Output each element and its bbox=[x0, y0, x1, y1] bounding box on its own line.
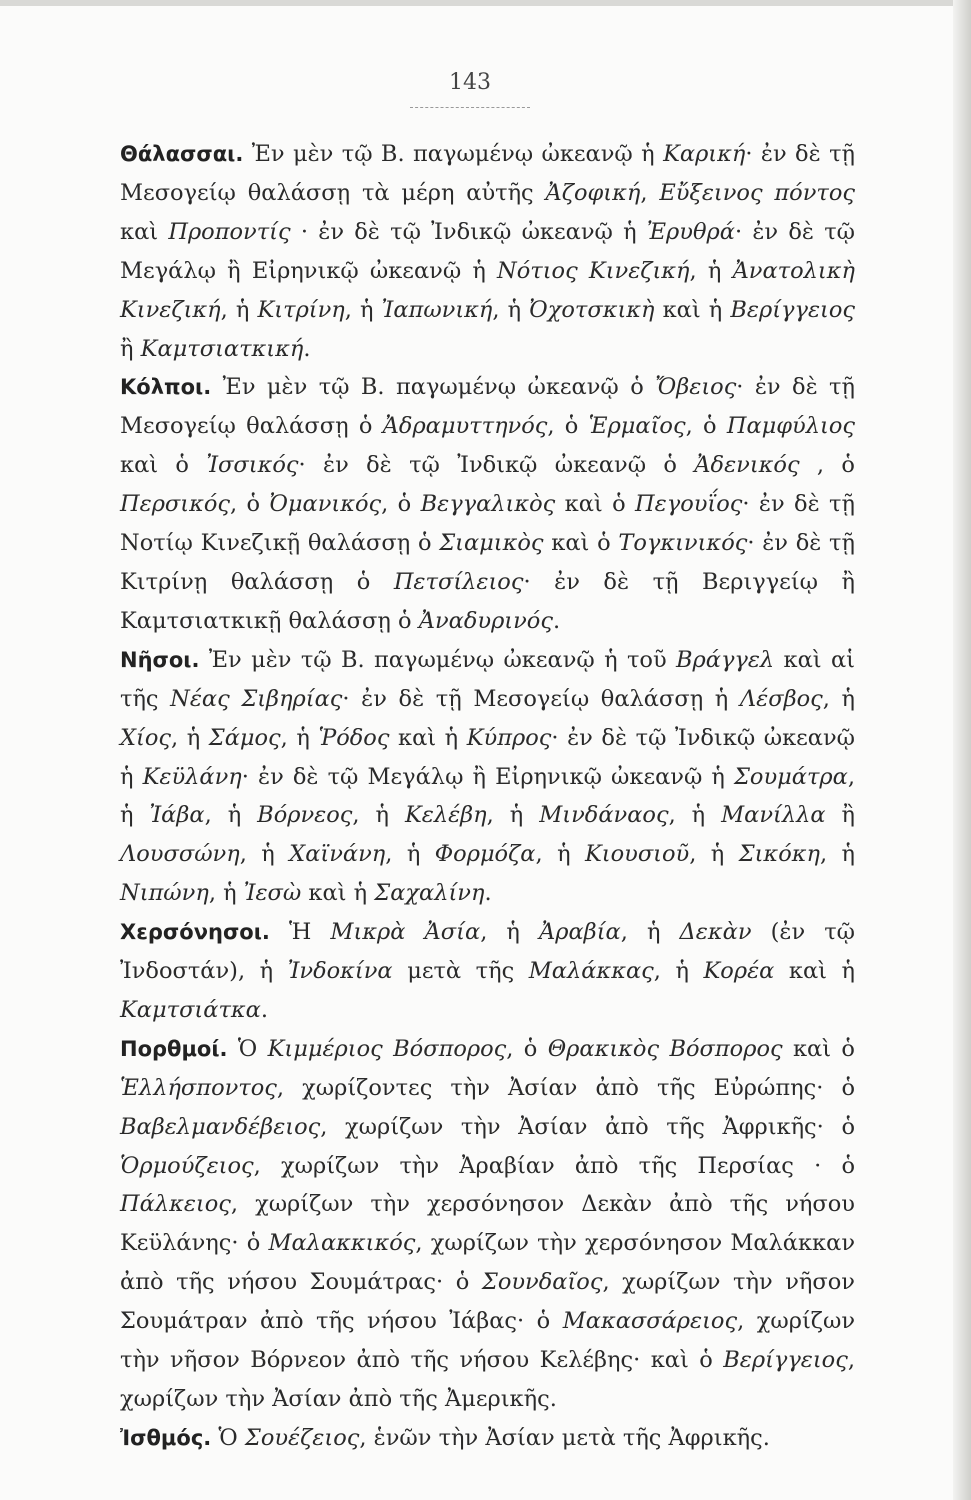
place-name: Χίος bbox=[120, 724, 171, 751]
body-run: , ἡ bbox=[208, 880, 244, 907]
body-run: καὶ ἡ bbox=[389, 724, 467, 751]
body-run: . bbox=[484, 880, 492, 907]
body-run: καὶ ὁ bbox=[120, 452, 207, 479]
paragraph-kolpoi bbox=[120, 368, 855, 640]
body-run: , χωρίζοντες τὴν Ἀσίαν ἀπὸ τῆς Εὐρώπης· ὁ bbox=[276, 1074, 855, 1101]
body-run: καὶ αἱ τῆς bbox=[120, 646, 856, 712]
place-name: Σαχαλίνη bbox=[374, 880, 485, 907]
place-name: Λέσβος bbox=[739, 685, 823, 712]
place-name: Κύπρος bbox=[466, 724, 552, 751]
body-run: , ἡ bbox=[280, 724, 319, 751]
body-run: , ἡ bbox=[204, 802, 258, 829]
body-run: , ὁ bbox=[506, 1035, 548, 1062]
body-run: καὶ ὁ bbox=[555, 491, 636, 518]
body-run: · ἐν δὲ τῇ Μεσογείῳ θαλάσσῃ ὁ bbox=[120, 374, 855, 440]
body-run: · ἐν δὲ τῷ Ἰνδικῷ ὠκεανῷ ἡ bbox=[120, 724, 856, 790]
body-run: , ὁ bbox=[381, 491, 421, 518]
body-run: , ἑνῶν τὴν Ἀσίαν μετὰ τῆς Ἀφρικῆς. bbox=[359, 1424, 770, 1451]
body-run: · ἐν δὲ τῇ Νοτίῳ Κινεζικῇ θαλάσσῃ ὁ bbox=[120, 491, 855, 557]
place-name: Ὁρμούζειος bbox=[120, 1152, 254, 1179]
place-name: Μακασσάρειος bbox=[562, 1308, 738, 1335]
place-name: Καρική bbox=[663, 141, 746, 167]
body-run: , ἡ bbox=[653, 958, 704, 985]
place-name: Βόρνεος bbox=[257, 802, 353, 829]
place-name: Ἰεσὼ bbox=[243, 880, 302, 907]
body-run: , ὁ bbox=[799, 452, 855, 479]
section-heading: Χερσόνησοι. bbox=[120, 920, 270, 945]
body-run: . bbox=[260, 996, 269, 1023]
body-run: Ἐν μὲν τῷ Β. παγωμένῳ ὠκεανῷ ὁ bbox=[222, 374, 656, 401]
place-name: Μαλάκκας bbox=[528, 958, 654, 985]
place-name: Νότιος Κινεζική bbox=[497, 257, 690, 284]
body-run: · ἐν δὲ τῷ Μεγάλῳ ἢ Εἰρηνικῷ ὠκεανῷ ἡ bbox=[120, 218, 855, 284]
paragraph-nesoi bbox=[120, 641, 855, 913]
place-name: Κελέβη bbox=[404, 802, 487, 829]
body-run: · ἐν δὲ τῇ Μεσογείῳ θαλάσσῃ τὰ μέρη αὐτῆς bbox=[120, 141, 856, 206]
body-run: , χωρίζων τὴν χερσόνησον Μαλάκκαν ἀπὸ τῆς νήσου Σουμάτρας· ὁ bbox=[120, 1230, 855, 1296]
place-name: Κιουσιοῦ bbox=[584, 841, 690, 868]
body-text bbox=[120, 135, 855, 1458]
place-name: Ἀνατολικὴ Κινεζική bbox=[120, 257, 855, 323]
body-run: , ἡ bbox=[486, 802, 540, 829]
body-run: , ὁ bbox=[547, 413, 589, 440]
place-name: Εὔξεινος πόντος bbox=[659, 179, 855, 206]
body-run: , ἡ bbox=[689, 841, 739, 868]
body-run: καὶ ὁ bbox=[782, 1035, 855, 1062]
place-name: Λουσσώνη bbox=[120, 841, 240, 868]
body-run: , ἡ bbox=[620, 919, 680, 946]
place-name: Ἐρυθρά bbox=[646, 218, 735, 245]
page-number: 143 bbox=[449, 70, 491, 95]
body-run: , ὁ bbox=[230, 491, 270, 518]
place-name: Ἑλλήσποντος bbox=[120, 1074, 277, 1101]
place-name: Κορέα bbox=[703, 958, 775, 985]
paragraph-porthmoi bbox=[120, 1030, 855, 1419]
place-name: Σιαμικὸς bbox=[439, 530, 544, 557]
body-run: , ἡ bbox=[535, 841, 585, 868]
place-name: Ἑρμαῖος bbox=[588, 413, 686, 440]
place-name: Ἀναδυρινός bbox=[418, 607, 553, 634]
body-run: , bbox=[640, 179, 660, 206]
body-run: , ἡ bbox=[822, 685, 855, 712]
place-name: Μικρὰ Ἀσία bbox=[330, 919, 481, 946]
place-name: Νιπώνη bbox=[120, 880, 209, 907]
place-name: Ἀδραμυττηνός bbox=[382, 413, 548, 440]
place-name: Σάμος bbox=[208, 724, 281, 751]
place-name: Σικόκη bbox=[738, 841, 820, 868]
place-name: Ἰάβα bbox=[149, 802, 205, 829]
body-run: , ἡ bbox=[689, 257, 733, 284]
place-name: Ῥόδος bbox=[318, 724, 390, 751]
body-run: Ὁ bbox=[237, 1035, 268, 1062]
place-name: Τογκινικός bbox=[618, 530, 748, 557]
body-run: , χωρίζων τὴν Ἀσίαν ἀπὸ τῆς Ἀμερικῆς. bbox=[120, 1347, 855, 1412]
place-name: Ἀδενικός bbox=[694, 452, 800, 479]
body-run: καὶ ἡ bbox=[301, 880, 375, 907]
header-ornament bbox=[410, 101, 530, 108]
place-name: Σουμάτρα bbox=[734, 763, 848, 790]
paragraph-thalassai bbox=[120, 135, 855, 368]
page-edge-top bbox=[0, 0, 971, 6]
body-run: , ἡ bbox=[120, 763, 855, 829]
place-name: Μινδάναος bbox=[539, 802, 669, 829]
body-run: · ἐν δὲ τῷ Μεγάλῳ ἢ Εἰρηνικῷ ὠκεανῷ ἡ bbox=[241, 763, 735, 790]
body-run: (ἐν τῷ Ἰνδοστάν), ἡ bbox=[120, 919, 856, 985]
place-name: Παμφύλιος bbox=[726, 413, 855, 440]
place-name: Καμτσιατκική bbox=[140, 335, 304, 362]
place-name: Μαλακκικός bbox=[268, 1230, 416, 1257]
place-name: Βεγγαλικὸς bbox=[420, 491, 556, 518]
place-name: Δεκὰν bbox=[679, 919, 752, 946]
body-run: , χωρίζων τὴν χερσόνησον Δεκὰν ἀπὸ τῆς νήσου Κεϋλάνης· ὁ bbox=[120, 1191, 855, 1257]
place-name: Ὀχοτσκικὴ bbox=[529, 296, 655, 323]
place-name: Νέας Σιβηρίας bbox=[170, 685, 343, 712]
body-run: , ἡ bbox=[492, 296, 530, 323]
place-name: Προποντίς bbox=[168, 218, 291, 245]
body-run: · ἐν δὲ τῇ Κιτρίνῃ θαλάσσῃ ὁ bbox=[120, 530, 855, 595]
place-name: Πετσίλειος bbox=[393, 568, 524, 595]
section-heading: Θάλασσαι. bbox=[120, 142, 244, 166]
body-run: Ἡ bbox=[289, 919, 331, 946]
place-name: Κιμμέριος Βόσπορος bbox=[267, 1035, 507, 1062]
body-run: , ἡ bbox=[352, 802, 405, 829]
place-name: Ὄβειος bbox=[655, 374, 737, 401]
place-name: Βερίγγειος bbox=[730, 296, 855, 323]
body-run: · ἐν δὲ τῷ Ἰνδικῷ ὠκεανῷ ὁ bbox=[298, 452, 695, 479]
body-run: Ἐν μὲν τῷ Β. παγωμένῳ ὠκεανῷ ἡ τοῦ bbox=[208, 646, 676, 673]
place-name: Περσικός bbox=[120, 491, 231, 518]
body-run: · ἐν δὲ τῷ Ἰνδικῷ ὠκεανῷ ἡ bbox=[290, 218, 647, 245]
place-name: Ἀραβία bbox=[539, 919, 621, 946]
body-run: · ἐν δὲ τῇ Βεριγγείῳ ἢ Καμτσιατκικῇ θαλάσσῃ ὁ bbox=[120, 568, 855, 634]
body-run: , ἡ bbox=[385, 841, 435, 868]
body-run: . bbox=[303, 335, 311, 362]
place-name: Πάλκειος bbox=[120, 1191, 231, 1218]
body-run: , χωρίζων τὴν Ἀραβίαν ἀπὸ τῆς Περσίας · ὁ bbox=[253, 1152, 855, 1179]
body-run: , ἡ bbox=[239, 841, 290, 868]
body-run: καὶ ὁ bbox=[543, 530, 619, 557]
place-name: Καμτσιάτκα bbox=[120, 996, 261, 1023]
body-run: καὶ ἡ bbox=[774, 958, 856, 985]
place-name: Ἰσσικός bbox=[206, 452, 299, 479]
place-name: Φορμόζα bbox=[434, 841, 536, 868]
body-run: , χωρίζων τὴν νῆσον Σουμάτραν ἀπὸ τῆς νήσου Ἰάβας· ὁ bbox=[120, 1269, 855, 1335]
body-run: , ὁ bbox=[685, 413, 727, 440]
body-run: Ὁ bbox=[218, 1424, 245, 1451]
place-name: Θρακικὸς Βόσπορος bbox=[547, 1035, 783, 1062]
place-name: Ὀμανικός bbox=[269, 491, 382, 518]
page-edge-right bbox=[953, 0, 971, 1500]
body-run: καὶ bbox=[120, 218, 169, 245]
section-heading: Πορθμοί. bbox=[120, 1036, 228, 1061]
paragraph-isthmos bbox=[120, 1419, 855, 1458]
body-run: , ἡ bbox=[220, 296, 258, 323]
place-name: Βερίγγειος bbox=[723, 1347, 848, 1374]
section-heading: Νῆσοι. bbox=[120, 647, 200, 672]
body-run: , χωρίζων τὴν νῆσον Βόρνεον ἀπὸ τῆς νήσου Κελέβης· καὶ ὁ bbox=[120, 1308, 855, 1374]
body-run: , ἡ bbox=[344, 296, 382, 323]
place-name: Σουέζειος bbox=[244, 1424, 360, 1451]
place-name: Βράγγελ bbox=[676, 646, 775, 673]
body-run: , χωρίζων τὴν Ἀσίαν ἀπὸ τῆς Ἀφρικῆς· ὁ bbox=[320, 1113, 855, 1140]
place-name: Πεγουΐος bbox=[635, 491, 743, 518]
place-name: Ἰνδοκίνα bbox=[287, 958, 393, 985]
body-run: Ἐν μὲν τῷ Β. παγωμένῳ ὠκεανῷ ἡ bbox=[251, 141, 664, 167]
section-heading: Κόλποι. bbox=[120, 375, 212, 400]
body-run: , ἡ bbox=[819, 841, 856, 868]
body-run: ἢ bbox=[825, 802, 856, 829]
body-run: , ἡ bbox=[480, 919, 540, 946]
place-name: Ἰαπωνική bbox=[381, 296, 493, 323]
body-run: καὶ ἡ bbox=[654, 296, 731, 323]
body-run: ἢ bbox=[120, 335, 141, 362]
body-run: . bbox=[552, 607, 561, 634]
place-name: Χαϊνάνη bbox=[289, 841, 386, 868]
body-run: · ἐν δὲ τῇ Μεσογείῳ θαλάσσῃ ἡ bbox=[342, 685, 740, 712]
body-run: , ἡ bbox=[668, 802, 722, 829]
body-run: μετὰ τῆς bbox=[392, 958, 529, 985]
paragraph-chersonesoi bbox=[120, 913, 855, 1030]
place-name: Ἀζοφική bbox=[545, 179, 641, 206]
place-name: Σουνδαῖος bbox=[481, 1269, 603, 1296]
place-name: Κιτρίνη bbox=[257, 296, 345, 323]
place-name: Μανίλλα bbox=[721, 802, 826, 829]
section-heading: Ἰσθμός. bbox=[120, 1425, 212, 1450]
body-run: , ἡ bbox=[171, 724, 209, 751]
place-name: Κεϋλάνη bbox=[142, 763, 242, 790]
place-name: Βαβελμανδέβειος bbox=[120, 1113, 321, 1140]
